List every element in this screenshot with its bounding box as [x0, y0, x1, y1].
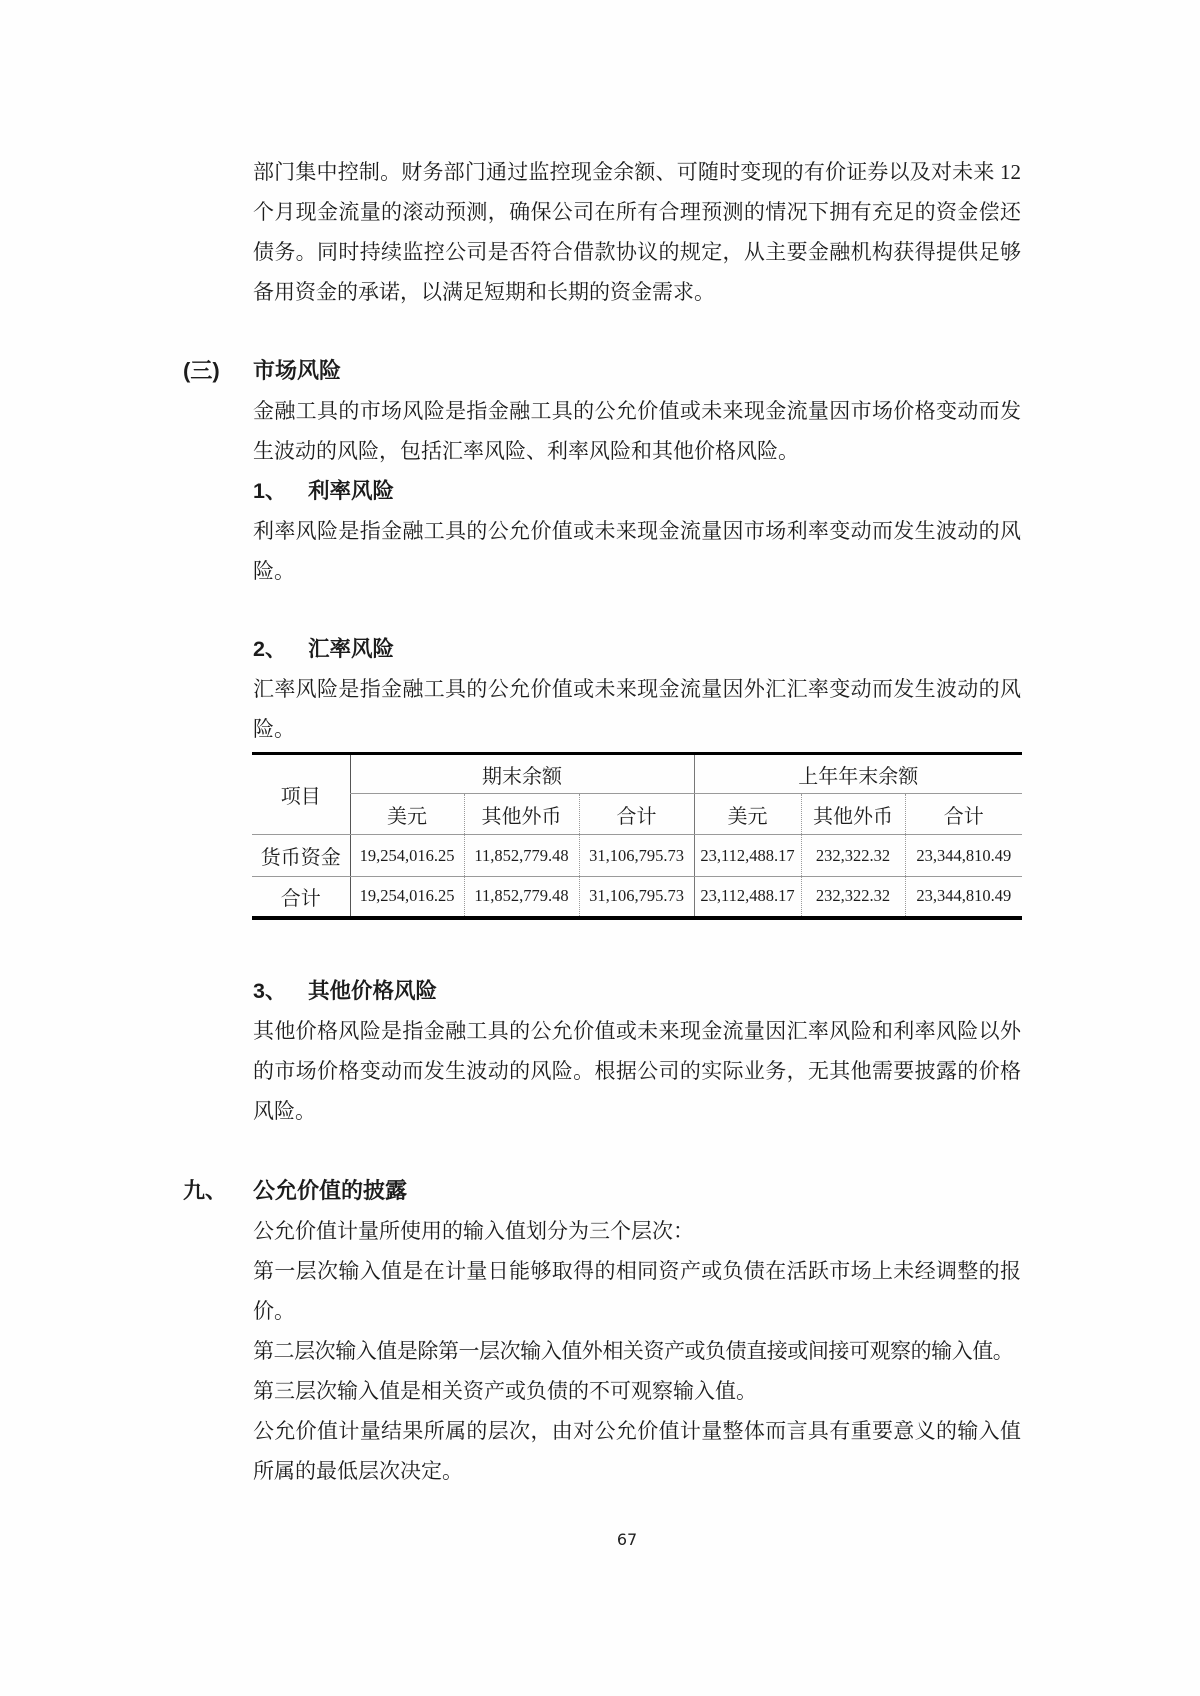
- table-cell-item: 货币资金: [252, 835, 350, 877]
- heading-interest-rate-risk-title: 利率风险: [308, 479, 395, 503]
- table-cell-value: 11,852,779.48: [464, 877, 579, 918]
- heading-fair-value-title: 公允价值的披露: [253, 1177, 408, 1203]
- heading-interest-rate-risk-label: 1、: [253, 479, 287, 503]
- paragraph-market-risk-intro: 金融工具的市场风险是指金融工具的公允价值或未来现金流量因市场价格变动而发生波动的风险，包括汇率风险、利率风险和其他价格风险。: [253, 399, 1021, 463]
- table-header-item: 项目: [252, 754, 350, 835]
- table-row-monetary-funds: [252, 835, 1022, 877]
- heading-fair-value-label: 九、: [183, 1177, 228, 1203]
- paragraph-fair-value-hierarchy: 公允价值计量结果所属的层次，由对公允价值计量整体而言具有重要意义的输入值所属的最低层次决定。: [253, 1418, 1021, 1483]
- heading-market-risk-title: 市场风险: [253, 358, 342, 383]
- table-subheader-total-prior: 合计: [905, 794, 1022, 835]
- table-header-current-period: 期末余额: [350, 754, 694, 794]
- table-header-prior-year: 上年年末余额: [694, 754, 1022, 794]
- heading-exchange-rate-risk-label: 2、: [253, 637, 287, 661]
- table-header-group-row: [252, 754, 1022, 794]
- fx-exposure-table: [252, 752, 1022, 920]
- table-cell-value: 19,254,016.25: [350, 835, 464, 877]
- paragraph-fair-value-level1: 第一层次输入值是在计量日能够取得的相同资产或负债在活跃市场上未经调整的报价。: [253, 1258, 1021, 1323]
- paragraph-fair-value-level2: 第二层次输入值是除第一层次输入值外相关资产或负债直接或间接可观察的输入值。: [253, 1338, 1014, 1363]
- heading-exchange-rate-risk: [253, 629, 1023, 669]
- heading-interest-rate-risk: [253, 471, 1023, 511]
- table-cell-value: 31,106,795.73: [579, 877, 694, 918]
- heading-market-risk-label: (三): [183, 358, 220, 383]
- table-cell-value: 23,112,488.17: [694, 835, 801, 877]
- table-subheader-row: [252, 794, 1022, 835]
- table-cell-value: 31,106,795.73: [579, 835, 694, 877]
- table-subheader-usd-current: 美元: [350, 794, 464, 835]
- paragraph-fair-value-levels: 公允价值计量所使用的输入值划分为三个层次：: [253, 1218, 694, 1243]
- heading-market-risk: [183, 351, 1023, 391]
- paragraph-interest-rate-risk: 利率风险是指金融工具的公允价值或未来现金流量因市场利率变动而发生波动的风险。: [253, 519, 1021, 583]
- table-subheader-usd-prior: 美元: [694, 794, 801, 835]
- heading-other-price-risk-title: 其他价格风险: [308, 978, 438, 1003]
- paragraph-liquidity-risk: 部门集中控制。财务部门通过监控现金余额、可随时变现的有价证券以及对未来 12 个月现金流量的滚动预测，确保公司在所有合理预测的情况下拥有充足的资金偿还债务。同时持续监控公司是否符合借款协议的规定，从主要金融机构获得提供足够备用资金的承诺，以满足短期和长期的资金需求。: [253, 160, 1021, 304]
- table-cell-value: 232,322.32: [801, 877, 905, 918]
- paragraph-exchange-rate-risk: 汇率风险是指金融工具的公允价值或未来现金流量因外汇汇率变动而发生波动的风险。: [253, 677, 1021, 741]
- table-cell-value: 23,112,488.17: [694, 877, 801, 918]
- heading-exchange-rate-risk-title: 汇率风险: [308, 637, 395, 661]
- table-subheader-other-prior: 其他外币: [801, 794, 905, 835]
- table-subheader-other-current: 其他外币: [464, 794, 579, 835]
- table-row-total: [252, 877, 1022, 918]
- paragraph-fair-value-level3: 第三层次输入值是相关资产或负债的不可观察输入值。: [253, 1378, 757, 1403]
- paragraph-other-price-risk: 其他价格风险是指金融工具的公允价值或未来现金流量因汇率风险和利率风险以外的市场价格变动而发生波动的风险。根据公司的实际业务，无其他需要披露的价格风险。: [253, 1018, 1021, 1123]
- table-cell-value: 11,852,779.48: [464, 835, 579, 877]
- table-cell-value: 19,254,016.25: [350, 877, 464, 918]
- page-content: [183, 152, 1023, 1491]
- table-subheader-total-current: 合计: [579, 794, 694, 835]
- table-cell-value: 232,322.32: [801, 835, 905, 877]
- table-cell-item: 合计: [280, 887, 321, 910]
- heading-other-price-risk: [253, 971, 1023, 1011]
- page-number: 67: [616, 1530, 638, 1549]
- heading-fair-value-disclosure: [183, 1171, 1023, 1211]
- heading-other-price-risk-label: 3、: [253, 978, 287, 1003]
- table-cell-value: 23,344,810.49: [905, 835, 1022, 877]
- table-cell-value: 23,344,810.49: [905, 877, 1022, 918]
